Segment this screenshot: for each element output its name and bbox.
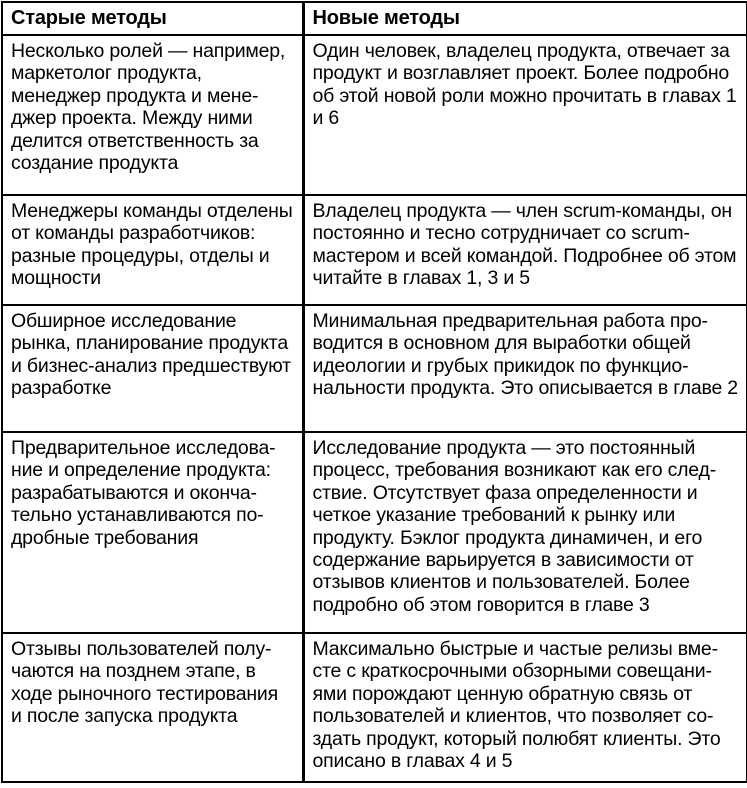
methods-comparison-table (1, 1, 747, 783)
old-method-cell: Обширное исследование рынка, планирование продукта и бизнес-анализ предшествуют разработке (2, 305, 303, 432)
table-row (2, 35, 747, 195)
new-method-cell: Максимально быстрые и частые релизы вместе с краткосрочными обзорными совещаниями порождают ценную обратную связь от пользователей и клиентов, что позволяет создать продукт, который полюбят клиенты. Это описано в главах 4 и 5 (303, 633, 747, 782)
column-header-new-methods: Новые методы (303, 2, 747, 35)
column-header-old-methods: Старые методы (2, 2, 303, 35)
table-row (2, 633, 747, 782)
new-method-cell: Один человек, владелец продукта, отвечает за продукт и возглавляет проект. Более подробно об этой новой роли можно прочитать в главах 1 и 6 (303, 35, 747, 195)
new-method-cell: Исследование продукта — это постоянный процесс, требования возникают как его следствие. Отсутствует фаза определенности и четкое указание требований к рынку или продукту. Бэклог продукта динамичен, и его содержание варьируется в зависимости от отзывов клиентов и пользователей. Более подробно об этом говорится в главе 3 (303, 432, 747, 633)
table-row (2, 305, 747, 432)
header-row (2, 2, 747, 35)
old-method-cell: Несколько ролей — например, маркетолог продукта, менеджер продукта и менеджер проекта. Между ними делится ответственность за создание продукта (2, 35, 303, 195)
old-method-cell: Менеджеры команды отделены от команды разработчиков: разные процедуры, отделы и мощности (2, 195, 303, 305)
table-row (2, 432, 747, 633)
new-method-cell: Владелец продукта — член scrum-команды, он постоянно и тесно сотрудничает со scrum-мастером и всей командой. Подробнее об этом читайте в главах 1, 3 и 5 (303, 195, 747, 305)
table-row (2, 195, 747, 305)
old-method-cell: Отзывы пользователей получаются на позднем этапе, в ходе рыночного тестирования и после запуска продукта (2, 633, 303, 782)
new-method-cell: Минимальная предварительная работа проводится в основном для выработки общей идеологии и грубых прикидок по функциональности продукта. Это описывается в главе 2 (303, 305, 747, 432)
old-method-cell: Предварительное исследование и определение продукта: разрабатываются и окончательно устанавливаются подробные требования (2, 432, 303, 633)
